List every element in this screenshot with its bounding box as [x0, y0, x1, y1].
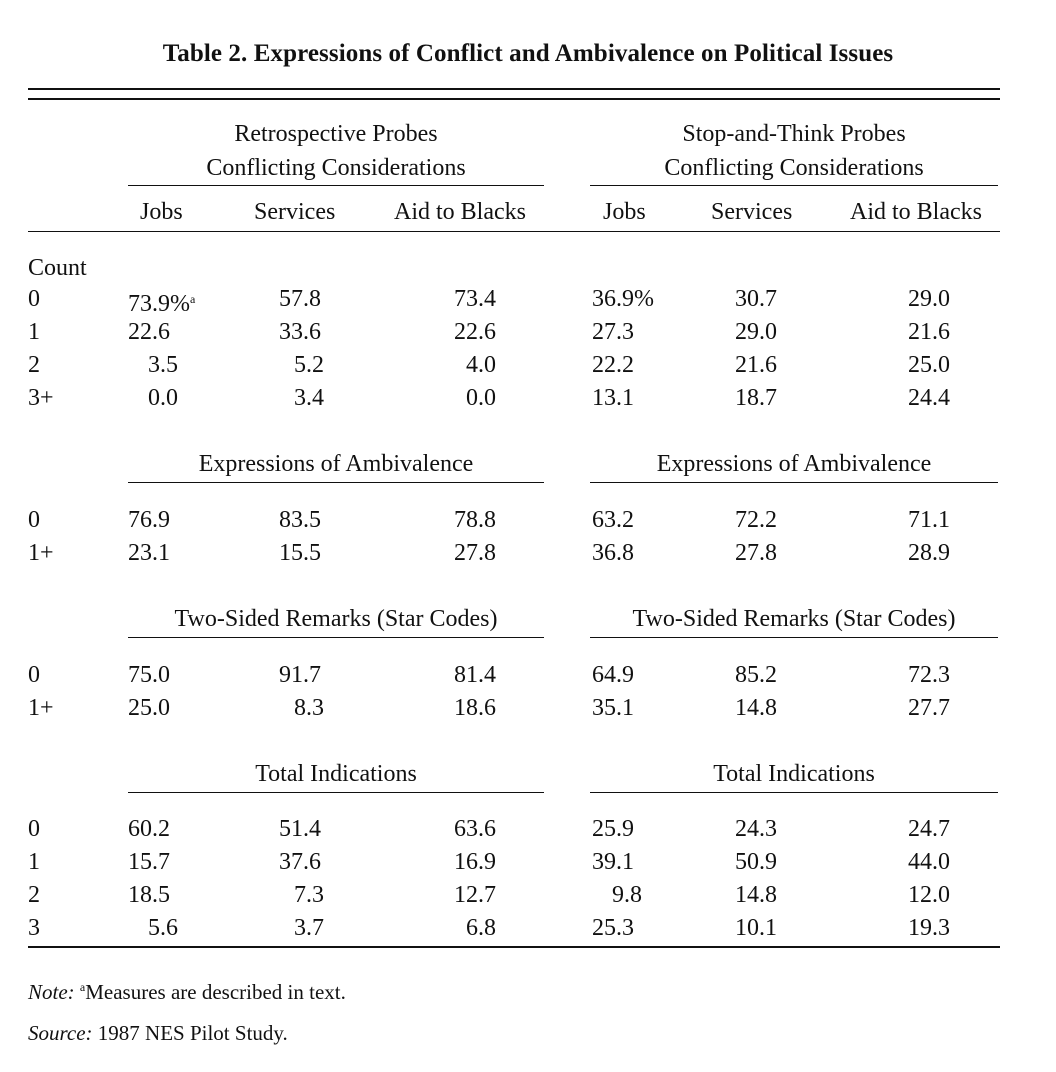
cell: 75.0: [128, 662, 170, 688]
cell: 6.8: [466, 915, 496, 941]
cell: 83.5: [279, 507, 321, 533]
cell: 14.8: [735, 695, 777, 721]
cell: 18.5: [128, 882, 170, 908]
cell: 12.7: [454, 882, 496, 908]
cell: 3.4: [294, 385, 324, 411]
row-label: 1+: [28, 540, 54, 566]
row-label: 1+: [28, 695, 54, 721]
cell: 44.0: [908, 849, 950, 875]
cell: 25.3: [592, 915, 634, 941]
cell: 19.3: [908, 915, 950, 941]
cell: 85.2: [735, 662, 777, 688]
cell: 13.1: [592, 385, 634, 411]
cell: 18.6: [454, 695, 496, 721]
cell: 60.2: [128, 816, 170, 842]
row-label: 2: [28, 352, 40, 378]
cell: 3.5: [148, 352, 178, 378]
cell: 15.7: [128, 849, 170, 875]
row-label: 0: [28, 816, 40, 842]
cell: 25.0: [128, 695, 170, 721]
section-heading-left: Total Indications: [255, 761, 417, 787]
cell: 27.8: [454, 540, 496, 566]
cell: 36.8: [592, 540, 634, 566]
section-heading-left: Two-Sided Remarks (Star Codes): [174, 606, 498, 632]
cell: 76.9: [128, 507, 170, 533]
cell: 78.8: [454, 507, 496, 533]
section-rule-right: [590, 482, 998, 483]
cell: 16.9: [454, 849, 496, 875]
section-rule-left: [128, 637, 544, 638]
col-header-services-left: Services: [254, 199, 336, 225]
cell: 8.3: [294, 695, 324, 721]
cell: 72.3: [908, 662, 950, 688]
bottom-rule: [28, 946, 1000, 948]
cell: 9.8: [612, 882, 642, 908]
col-header-aid-left: Aid to Blacks: [394, 199, 526, 225]
section-heading-left: Expressions of Ambivalence: [198, 451, 474, 477]
section-rule-left: [128, 792, 544, 793]
row-label: 0: [28, 662, 40, 688]
cell: 72.2: [735, 507, 777, 533]
cell: 5.6: [148, 915, 178, 941]
cell: 4.0: [466, 352, 496, 378]
cell: 73.9%$^a$: [128, 291, 196, 317]
cell: 0.0: [466, 385, 496, 411]
cell: 10.1: [735, 915, 777, 941]
cell: 25.0: [908, 352, 950, 378]
table-title: Table 2. Expressions of Conflict and Ambivalence on Political Issues: [162, 40, 894, 67]
cell: 36.9%: [592, 286, 654, 312]
cell: 22.6: [128, 319, 170, 345]
top-rule-1: [28, 88, 1000, 90]
cell: 73.4: [454, 286, 496, 312]
cell: 23.1: [128, 540, 170, 566]
row-label: 3+: [28, 385, 54, 411]
cell: 0.0: [148, 385, 178, 411]
note-marker: a: [79, 980, 86, 994]
cell: 27.3: [592, 319, 634, 345]
cell: 15.5: [279, 540, 321, 566]
cell: 21.6: [735, 352, 777, 378]
cell: 64.9: [592, 662, 634, 688]
cell: 24.7: [908, 816, 950, 842]
panel-header-left: Retrospective Probes: [234, 121, 438, 147]
col-header-jobs-left: Jobs: [140, 199, 183, 225]
stub-header: Count: [28, 255, 87, 281]
row-label: 0: [28, 286, 40, 312]
section-heading-right: Two-Sided Remarks (Star Codes): [632, 606, 956, 632]
col-header-services-right: Services: [711, 199, 793, 225]
col-header-rule: [28, 231, 1000, 232]
cell: 57.8: [279, 286, 321, 312]
panel-subheader-left: Conflicting Considerations: [206, 155, 466, 181]
col-header-jobs-right: Jobs: [603, 199, 646, 225]
section-rule-right: [590, 637, 998, 638]
col-header-aid-right: Aid to Blacks: [850, 199, 982, 225]
row-label: 0: [28, 507, 40, 533]
cell: 29.0: [908, 286, 950, 312]
top-rule-2: [28, 98, 1000, 100]
panel-rule-left: [128, 185, 544, 186]
row-label: 2: [28, 882, 40, 908]
cell: 3.7: [294, 915, 324, 941]
cell: 18.7: [735, 385, 777, 411]
cell: 91.7: [279, 662, 321, 688]
section-rule-left: [128, 482, 544, 483]
table-source: Source: 1987 NES Pilot Study.: [28, 1021, 288, 1045]
cell: 25.9: [592, 816, 634, 842]
cell: 37.6: [279, 849, 321, 875]
cell: 29.0: [735, 319, 777, 345]
cell: 21.6: [908, 319, 950, 345]
cell: 63.2: [592, 507, 634, 533]
cell: 27.8: [735, 540, 777, 566]
cell: 7.3: [294, 882, 324, 908]
row-label: 1: [28, 319, 40, 345]
panel-header-right: Stop-and-Think Probes: [682, 121, 906, 147]
cell: 12.0: [908, 882, 950, 908]
cell: 22.6: [454, 319, 496, 345]
panel-rule-right: [590, 185, 998, 186]
section-rule-right: [590, 792, 998, 793]
row-label: 1: [28, 849, 40, 875]
cell: 71.1: [908, 507, 950, 533]
cell: 51.4: [279, 816, 321, 842]
cell: 81.4: [454, 662, 496, 688]
cell: 24.4: [908, 385, 950, 411]
row-label: 3: [28, 915, 40, 941]
cell: 33.6: [279, 319, 321, 345]
cell: 63.6: [454, 816, 496, 842]
cell: 39.1: [592, 849, 634, 875]
cell: 28.9: [908, 540, 950, 566]
cell: 50.9: [735, 849, 777, 875]
cell: 35.1: [592, 695, 634, 721]
cell: 14.8: [735, 882, 777, 908]
footnote-marker: a: [190, 292, 196, 306]
table-note: Note: $^a$Measures are described in text.: [28, 980, 346, 1004]
section-heading-right: Total Indications: [713, 761, 875, 787]
cell: 5.2: [294, 352, 324, 378]
cell: 27.7: [908, 695, 950, 721]
cell: 30.7: [735, 286, 777, 312]
panel-subheader-right: Conflicting Considerations: [664, 155, 924, 181]
section-heading-right: Expressions of Ambivalence: [656, 451, 932, 477]
cell: 24.3: [735, 816, 777, 842]
cell: 22.2: [592, 352, 634, 378]
